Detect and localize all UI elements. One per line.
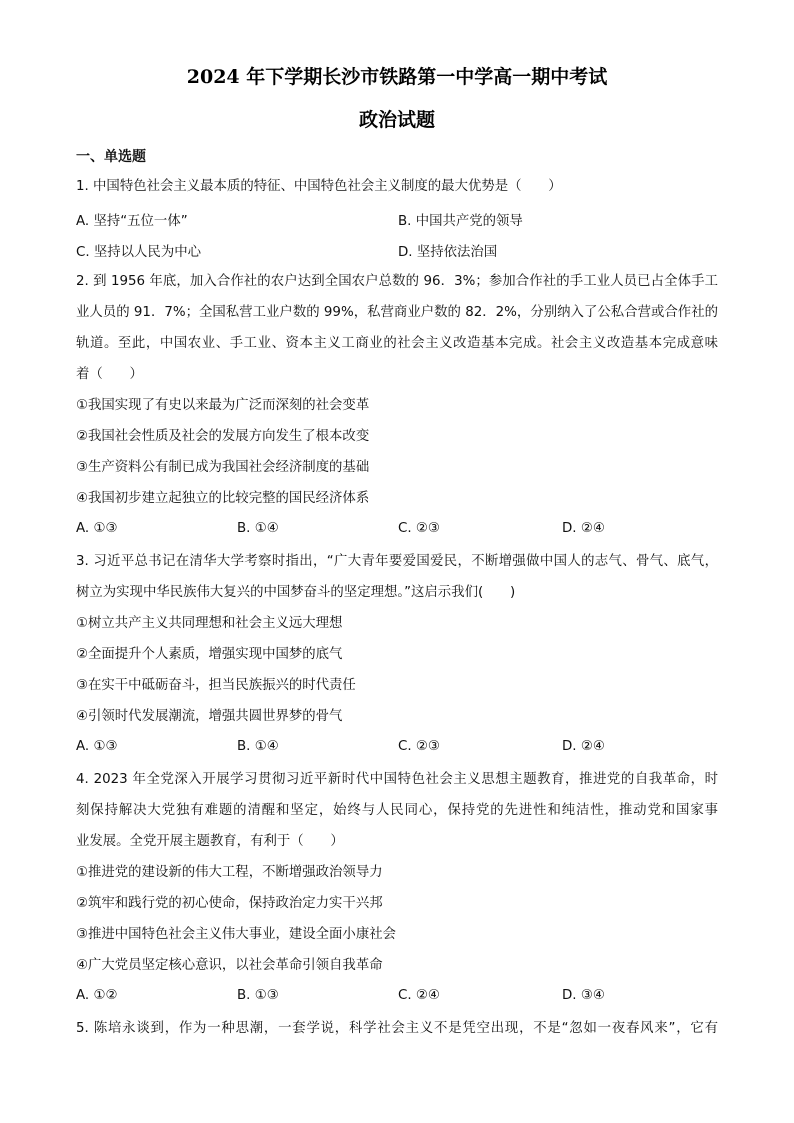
q3-option-b: B. ①④ <box>237 739 279 754</box>
exam-title: 2024 年下学期长沙市铁路第一中学高一期中考试 <box>186 66 608 88</box>
q4-statement-3: ③推进中国特色社会主义伟大事业，建设全面小康社会 <box>76 927 396 942</box>
q3-statement-3: ③在实干中砥砺奋斗，担当民族振兴的时代责任 <box>76 678 356 693</box>
q1-option-d: D. 坚持依法治国 <box>398 245 498 260</box>
q1-option-a: A. 坚持“五位一体” <box>76 214 188 229</box>
question-1-stem: 1. 中国特色社会主义最本质的特征、中国特色社会主义制度的最大优势是（ ） <box>76 179 562 194</box>
q4-option-a: A. ①② <box>76 988 118 1003</box>
q2-option-d: D. ②④ <box>562 521 605 536</box>
q2-statement-1: ①我国实现了有史以来最为广泛而深刻的社会变革 <box>76 398 370 413</box>
q3-statement-1: ①树立共产主义共同理想和社会主义远大理想 <box>76 616 343 631</box>
q2-option-c: C. ②③ <box>398 521 440 536</box>
exam-subject: 政治试题 <box>358 109 435 131</box>
question-2-line-3: 轨道。至此，中国农业、手工业、资本主义工商业的社会主义改造基本完成。社会主义改造基本完成意味 <box>76 336 718 351</box>
q4-statement-1: ①推进党的建设新的伟大工程，不断增强政治领导力 <box>76 865 383 880</box>
question-5-line-1: 5. 陈培永谈到，作为一种思潮，一套学说，科学社会主义不是凭空出现，不是“忽如一夜春风来”，它有 <box>76 1021 718 1036</box>
question-4-line-2: 刻保持解决大党独有难题的清醒和坚定，始终与人民同心，保持党的先进性和纯洁性，推动党和国家事 <box>76 803 718 818</box>
question-2-line-4: 着（ ） <box>76 367 143 382</box>
q3-option-a: A. ①③ <box>76 739 118 754</box>
section-heading: 一、单选题 <box>76 149 146 165</box>
q2-statement-4: ④我国初步建立起独立的比较完整的国民经济体系 <box>76 491 370 506</box>
q4-option-b: B. ①③ <box>237 988 279 1003</box>
q3-option-d: D. ②④ <box>562 739 605 754</box>
q3-option-c: C. ②③ <box>398 739 440 754</box>
question-2-line-1: 2. 到 1956 年底，加入合作社的农户达到全国农户总数的 96．3%；参加合作社的手工业人员已占全体手工 <box>76 274 718 289</box>
question-3-line-2: 树立为实现中华民族伟大复兴的中国梦奋斗的坚定理想。”这启示我们( ) <box>76 585 516 600</box>
q2-statement-2: ②我国社会性质及社会的发展方向发生了根本改变 <box>76 429 370 444</box>
q1-option-b: B. 中国共产党的领导 <box>398 214 523 229</box>
q2-option-b: B. ①④ <box>237 521 279 536</box>
question-4-line-3: 业发展。全党开展主题教育，有利于（ ） <box>76 834 344 849</box>
question-2-line-2: 业人员的 91．7%；全国私营工业户数的 99%，私营商业户数的 82．2%，分别纳入了公私合营或合作社的 <box>76 305 718 320</box>
q2-option-a: A. ①③ <box>76 521 118 536</box>
question-4-line-1: 4. 2023 年全党深入开展学习贯彻习近平新时代中国特色社会主义思想主题教育，推进党的自我革命，时 <box>76 772 718 787</box>
q4-statement-2: ②筑牢和践行党的初心使命，保持政治定力实干兴邦 <box>76 896 383 911</box>
q2-statement-3: ③生产资料公有制已成为我国社会经济制度的基础 <box>76 460 370 475</box>
q4-option-d: D. ③④ <box>562 988 605 1003</box>
q1-option-c: C. 坚持以人民为中心 <box>76 245 201 260</box>
q4-statement-4: ④广大党员坚定核心意识，以社会革命引领自我革命 <box>76 958 383 973</box>
question-3-line-1: 3. 习近平总书记在清华大学考察时指出，“广大青年要爱国爱民，不断增强做中国人的志气、骨气、底气， <box>76 554 718 569</box>
q3-statement-4: ④引领时代发展潮流，增强共圆世界梦的骨气 <box>76 709 343 724</box>
q3-statement-2: ②全面提升个人素质，增强实现中国梦的底气 <box>76 647 343 662</box>
q4-option-c: C. ②④ <box>398 988 440 1003</box>
